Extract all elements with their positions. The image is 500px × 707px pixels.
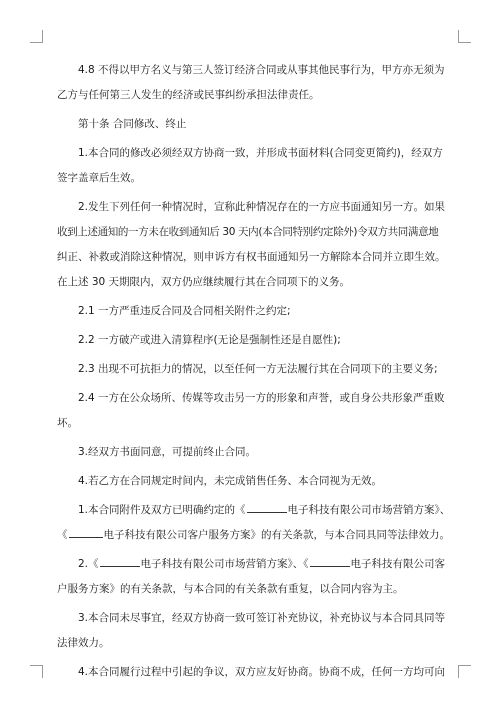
- appendix-clause-2-line-1: [57, 552, 445, 577]
- blank-company-name: [69, 526, 103, 538]
- appendix-clause-1-text-d: 电子科技有限公司客户服务方案》的有关条款，与本合同具同等法律效力。: [103, 529, 450, 541]
- clause-supplement-line-2: 法律效力。: [57, 637, 110, 649]
- crop-mark-top-left: [30, 30, 43, 43]
- clause-2-3: 2.3 出现不可抗拒力的情况，以至任何一方无法履行其在合同项下的主要义务;: [78, 363, 438, 375]
- clause-4-invalid: 4.若乙方在合同规定时间内，未完成销售任务、本合同视为无效。: [78, 475, 383, 487]
- crop-mark-bottom-left: [30, 665, 43, 678]
- blank-company-name: [310, 555, 350, 567]
- crop-mark-top-right: [458, 30, 471, 43]
- clause-2-2: 2.2 一方破产或进入清算程序(无论是强制性还是自愿性);: [78, 334, 341, 346]
- paragraph-notice-line-3: 纠正、补救或消除这种情况，则申诉方有权书面通知另一方解除本合同并立即生效。: [57, 251, 446, 263]
- section-heading-article-10: 第十条 合同修改、终止: [78, 118, 187, 130]
- blank-company-name: [247, 501, 287, 513]
- clause-2-4-line-1: 2.4 一方在公众场所、传媒等攻击另一方的形象和声誉，或自身公共形象严重败: [78, 392, 445, 404]
- paragraph-4-8-line-2: 乙方与任何第三人发生的经济或民事纠纷承担法律责任。: [57, 89, 320, 101]
- clause-supplement-line-1: 3.本合同未尽事宜，经双方协商一致可签订补充协议，补充协议与本合同具同等: [78, 612, 446, 624]
- appendix-clause-2-line-2: 户服务方案》的有关条款，与本合同的有关条款有重复，以合同内容为主。: [57, 583, 404, 595]
- paragraph-notice-line-2: 收到上述通知的一方未在收到通知后 30 天内(本合同特别约定除外)令双方共同满意地: [57, 226, 439, 238]
- paragraph-4-8-line-1: 4.8 不得以甲方名义与第三人签订经济合同或从事其他民事行为，甲方亦无须为: [78, 64, 445, 76]
- appendix-clause-1-text-a: 1.本合同附件及双方已明确约定的《: [78, 504, 246, 516]
- appendix-clause-1-text-b: 电子科技有限公司市场营销方案》、: [287, 504, 451, 516]
- appendix-clause-2-text-b: 电子科技有限公司市场营销方案》、《: [140, 558, 309, 570]
- paragraph-modify-line-2: 签字盖章后生效。: [57, 172, 141, 184]
- appendix-clause-1-line-1: [57, 498, 451, 523]
- appendix-clause-1-text-c: 《: [57, 529, 68, 541]
- clause-2-1: 2.1 一方严重违反合同及合同相关附件之约定;: [78, 305, 291, 317]
- paragraph-notice-line-1: 2.发生下列任何一种情况时，宣称此种情况存在的一方应书面通知另一方。如果: [78, 201, 446, 213]
- document-body: [57, 58, 451, 685]
- appendix-clause-2-text-c: 电子科技有限公司客: [350, 558, 446, 570]
- crop-mark-bottom-right: [458, 665, 471, 678]
- clause-2-4-line-2: 坏。: [57, 417, 78, 429]
- blank-company-name: [100, 555, 140, 567]
- appendix-clause-1-line-2: [57, 523, 450, 548]
- paragraph-modify-line-1: 1.本合同的修改必须经双方协商一致，并形成书面材料(合同变更简约)，经双方: [78, 147, 443, 159]
- clause-dispute-line-1: 4.本合同履行过程中引起的争议，双方应友好协商。协商不成，任何一方均可向: [78, 666, 446, 678]
- paragraph-notice-line-4: 在上述 30 天期限内，双方仍应继续履行其在合同项下的义务。: [57, 276, 351, 288]
- clause-3-terminate: 3.经双方书面同意，可提前终止合同。: [78, 446, 257, 458]
- appendix-clause-2-text-a: 2.《: [78, 558, 99, 570]
